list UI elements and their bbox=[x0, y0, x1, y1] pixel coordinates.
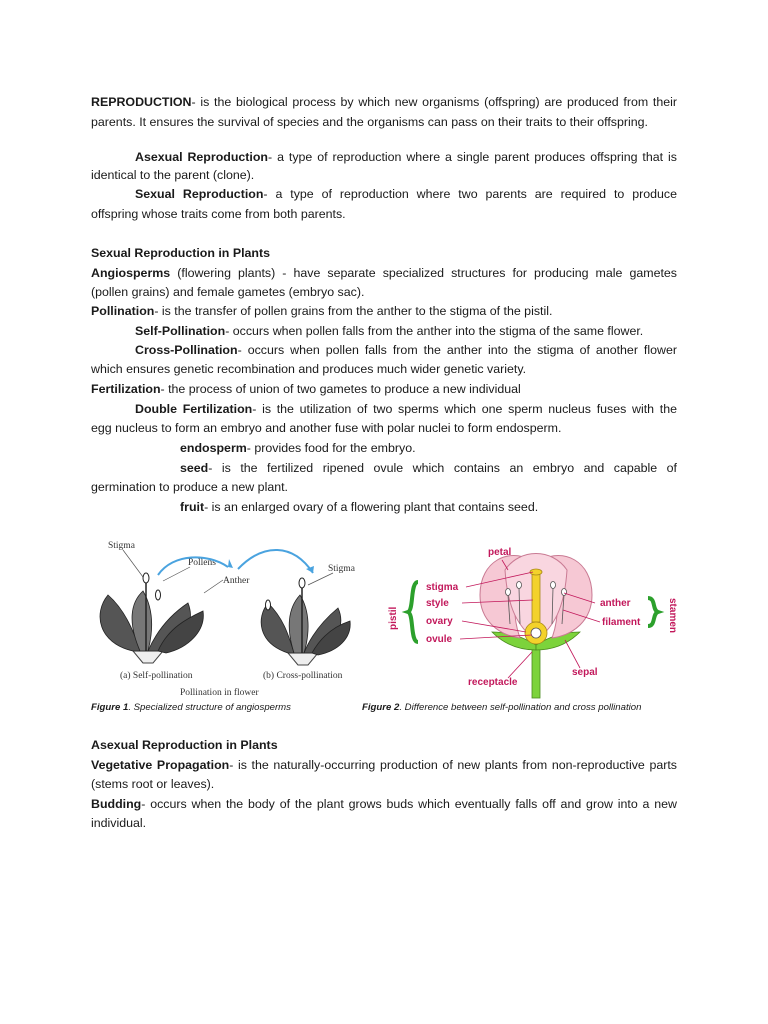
seed-line-2: germination to produce a new plant. bbox=[91, 480, 288, 494]
pollination-term: Pollination bbox=[91, 304, 155, 318]
label-sepal: sepal bbox=[572, 667, 598, 678]
heading-asexual-plants: Asexual Reproduction in Plants bbox=[91, 738, 278, 752]
angiosperms-text-1: (flowering plants) - have separate specialized structures for producing male gametes bbox=[170, 266, 677, 280]
angiosperms-line-1 bbox=[91, 264, 677, 283]
fertilization-line bbox=[91, 380, 521, 399]
seed-line-1 bbox=[180, 459, 677, 478]
stigma-right-label: Stigma bbox=[328, 564, 355, 574]
label-petal: petal bbox=[488, 547, 512, 558]
figure-1-text: . Specialized structure of angiosperms bbox=[128, 702, 291, 713]
double-fertilization-line-2: egg nucleus to form an embryo and another fuse with polar nuclei to form endosperm. bbox=[91, 421, 562, 435]
label-anther: anther bbox=[600, 598, 631, 609]
stamen-bracket bbox=[648, 598, 658, 626]
asexual-term: Asexual Reproduction bbox=[135, 150, 268, 164]
figure-1-caption bbox=[91, 702, 291, 713]
budding-text-1: - occurs when the body of the plant grows buds which eventually falls off and grow into a new bbox=[141, 797, 677, 811]
vegetative-line-2: (stems root or leaves). bbox=[91, 777, 215, 791]
figure-2-text: . Difference between self-pollination and cross pollination bbox=[399, 702, 642, 713]
label-stigma: stigma bbox=[426, 582, 459, 593]
pollination-line bbox=[91, 302, 552, 321]
double-fertilization-text-1: - is the utilization of two sperms which one sperm nucleus fuses with the bbox=[252, 402, 677, 416]
sexual-line-1 bbox=[135, 185, 677, 204]
vegetative-term: Vegetative Propagation bbox=[91, 758, 230, 772]
figure-1-label: Figure 1 bbox=[91, 702, 129, 713]
angiosperms-line-2: (pollen grains) and female gametes (embryo sac). bbox=[91, 285, 365, 299]
label-stamen: stamen bbox=[667, 598, 678, 634]
label-ovule: ovule bbox=[426, 634, 453, 645]
cross-pollination-text-1: - occurs when pollen falls from the anther into the stigma of another flower bbox=[237, 343, 677, 357]
sexual-line-2: offspring whose traits come from both parents. bbox=[91, 207, 346, 221]
fertilization-term: Fertilization bbox=[91, 382, 161, 396]
pollination-text: - is the transfer of pollen grains from the anther to the stigma of the pistil. bbox=[154, 304, 553, 318]
stigma-left-label: Stigma bbox=[108, 541, 135, 551]
seed-term: seed bbox=[180, 461, 209, 475]
endosperm-line bbox=[180, 439, 416, 458]
style-part bbox=[532, 574, 540, 622]
self-pollination-text: - occurs when pollen falls from the anther into the stigma of the same flower. bbox=[225, 324, 644, 338]
budding-line-1 bbox=[91, 795, 677, 814]
reproduction-line-1 bbox=[91, 93, 677, 112]
seed-text-1: - is the fertilized ripened ovule which contains an embryo and capable of bbox=[208, 461, 677, 475]
sexual-term: Sexual Reproduction bbox=[135, 187, 264, 201]
sexual-text-1: - a type of reproduction where two parents are required to produce bbox=[263, 187, 677, 201]
endosperm-text: - provides food for the embryo. bbox=[246, 441, 416, 455]
fertilization-text: - the process of union of two gametes to produce a new individual bbox=[160, 382, 521, 396]
flower-structure-figure bbox=[380, 540, 680, 700]
self-pollination-term: Self-Pollination bbox=[135, 324, 226, 338]
anther-label: Anther bbox=[223, 576, 250, 586]
budding-line-2: individual. bbox=[91, 816, 147, 830]
pistil-bracket bbox=[408, 582, 418, 642]
angiosperms-term: Angiosperms bbox=[91, 266, 171, 280]
flower-left-icon bbox=[100, 573, 203, 663]
reproduction-line-2: parents. It ensures the survival of species and the organisms can pass on their traits to their offspring. bbox=[91, 115, 648, 129]
cross-pollination-line-1 bbox=[135, 341, 677, 360]
endosperm-term: endosperm bbox=[180, 441, 247, 455]
figure-2-caption bbox=[362, 702, 641, 713]
fruit-line bbox=[180, 498, 538, 517]
asexual-line-1 bbox=[135, 148, 677, 167]
self-arrow-head bbox=[228, 559, 233, 568]
fruit-text: - is an enlarged ovary of a flowering plant that contains seed. bbox=[204, 500, 539, 514]
cross-pollination-line-2: which ensures genetic recombination and produces much wider genetic variety. bbox=[91, 362, 527, 376]
vegetative-text-1: - is the naturally-occurring production of new plants from non-reproductive parts bbox=[229, 758, 677, 772]
figure-2-label: Figure 2 bbox=[362, 702, 400, 713]
double-fertilization-term: Double Fertilization bbox=[135, 402, 253, 416]
heading-sexual-plants: Sexual Reproduction in Plants bbox=[91, 246, 271, 260]
label-style: style bbox=[426, 598, 449, 609]
reproduction-term: REPRODUCTION bbox=[91, 95, 192, 109]
pollination-figure bbox=[88, 533, 368, 703]
cross-pollination-arrow bbox=[238, 550, 313, 573]
pollens-label: Pollens bbox=[188, 558, 216, 568]
self-pollination-line bbox=[135, 322, 643, 341]
budding-term: Budding bbox=[91, 797, 142, 811]
fruit-term: fruit bbox=[180, 500, 205, 514]
label-ovary: ovary bbox=[426, 616, 453, 627]
cross-pollination-sublabel: (b) Cross-pollination bbox=[263, 671, 343, 681]
reproduction-text-1: - is the biological process by which new organisms (offspring) are produced from their bbox=[191, 95, 677, 109]
asexual-line-2: identical to the parent (clone). bbox=[91, 168, 255, 182]
pollination-figure-title: Pollination in flower bbox=[180, 688, 259, 698]
label-receptacle: receptacle bbox=[468, 677, 518, 688]
self-pollination-sublabel: (a) Self-pollination bbox=[120, 671, 193, 681]
cross-pollination-term: Cross-Pollination bbox=[135, 343, 238, 357]
label-pistil: pistil bbox=[388, 606, 399, 630]
cross-arrow-head bbox=[306, 566, 314, 573]
flower-right-icon bbox=[261, 578, 350, 665]
vegetative-line-1 bbox=[91, 756, 677, 775]
ovule-part bbox=[531, 628, 541, 638]
asexual-text-1: - a type of reproduction where a single parent produces offspring that is bbox=[268, 150, 677, 164]
double-fertilization-line-1 bbox=[135, 400, 677, 419]
label-filament: filament bbox=[602, 617, 641, 628]
